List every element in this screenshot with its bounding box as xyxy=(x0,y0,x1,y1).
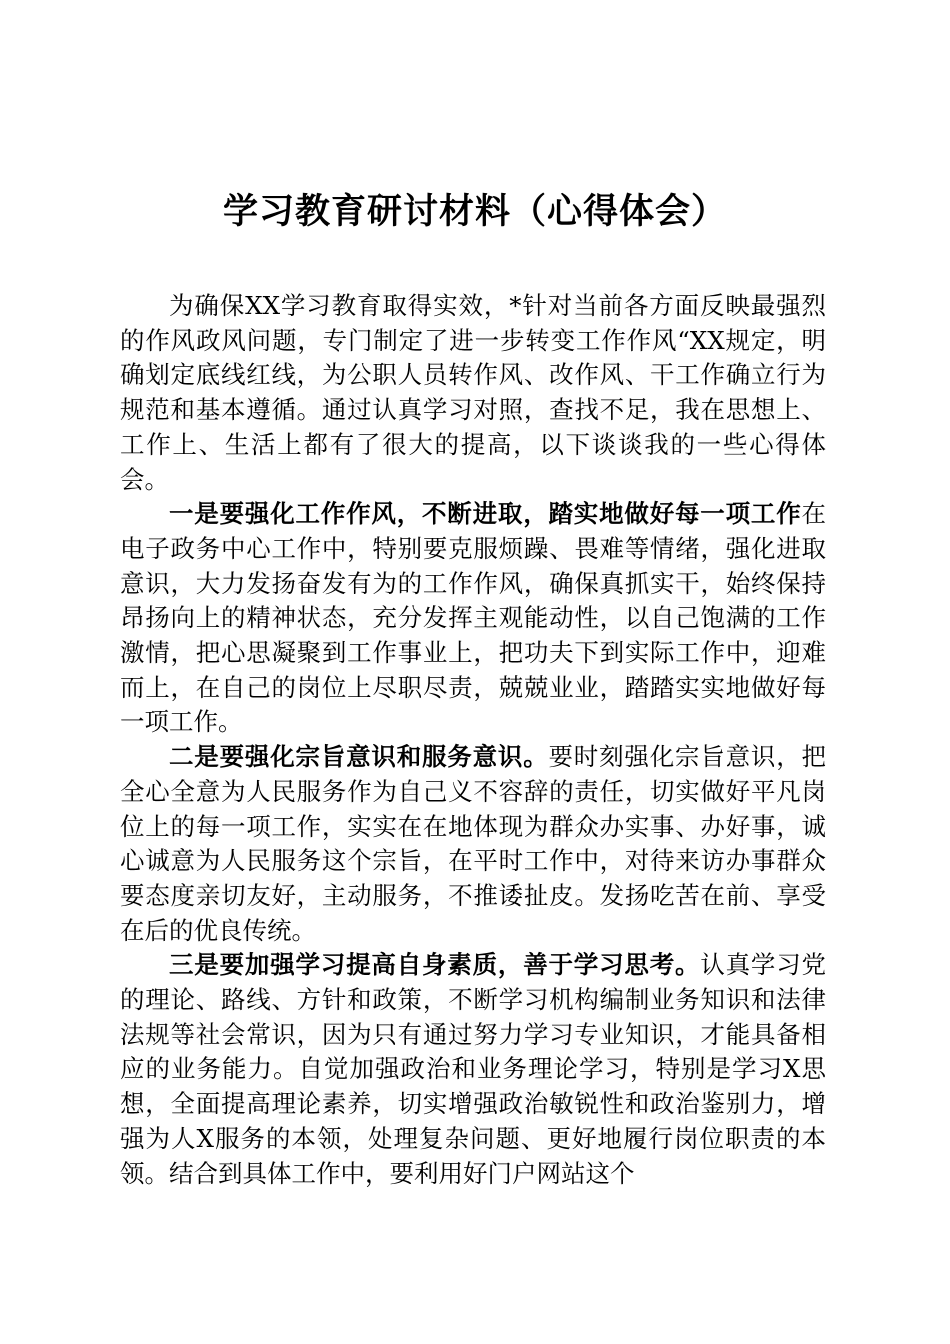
paragraph-lead: 二是要强化宗旨意识和服务意识。 xyxy=(169,742,549,772)
paragraph-text: 认真学习党的理论、路线、方针和政策，不断学习机构编制业务知识和法律法规等社会常识，因为只有通过努力学习专业知识，才能具备相应的业务能力。自觉加强政治和业务理论学习，特别是学习X思想，全面提高理论素养，切实增强政治敏锐性和政治鉴别力，增强为人X服务的本领，处理复杂问题、更好地履行岗位职责的本领。结合到具体工作中，要利用好门户网站这个 xyxy=(120,950,827,1188)
paragraph-text: 要时刻强化宗旨意识，把全心全意为人民服务作为自己义不容辞的责任，切实做好平凡岗位上的每一项工作，实实在在地体现为群众办实事、办好事，诚心诚意为人民服务这个宗旨，在平时工作中，对待来访办事群众要态度亲切友好，主动服务，不推诿扯皮。发扬吃苦在前、享受在后的优良传统。 xyxy=(120,742,826,945)
paragraph-intro xyxy=(120,289,826,497)
document-body xyxy=(120,289,826,1191)
document-title: 学习教育研讨材料（心得体会） xyxy=(222,191,727,232)
paragraph-text: 为确保XX学习教育取得实效，*针对当前各方面反映最强烈的作风政风问题，专门制定了进一步转变工作作风“XX规定，明确划定底线红线，为公职人员转作风、改作风、干工作确立行为规范和基本遵循。通过认真学习对照，查找不足，我在思想上、工作上、生活上都有了很大的提高，以下谈谈我的一些心得体会。 xyxy=(120,291,826,494)
paragraph-text: 在电子政务中心工作中，特别要克服烦躁、畏难等情绪，强化进取意识，大力发扬奋发有为的工作作风，确保真抓实干，始终保持昂扬向上的精神状态，充分发挥主观能动性，以自己饱满的工作激情，把心思凝聚到工作事业上，把功夫下到实际工作中，迎难而上，在自己的岗位上尽职尽责，兢兢业业，踏踏实实地做好每一项工作。 xyxy=(120,499,826,737)
paragraph-point-three xyxy=(120,948,826,1191)
paragraph-point-one xyxy=(120,497,826,740)
paragraph-lead: 一是要强化工作作风，不断进取，踏实地做好每一项工作 xyxy=(169,499,802,529)
paragraph-lead: 三是要加强学习提高自身素质，善于学习思考。 xyxy=(169,950,701,980)
paragraph-point-two xyxy=(120,740,826,948)
